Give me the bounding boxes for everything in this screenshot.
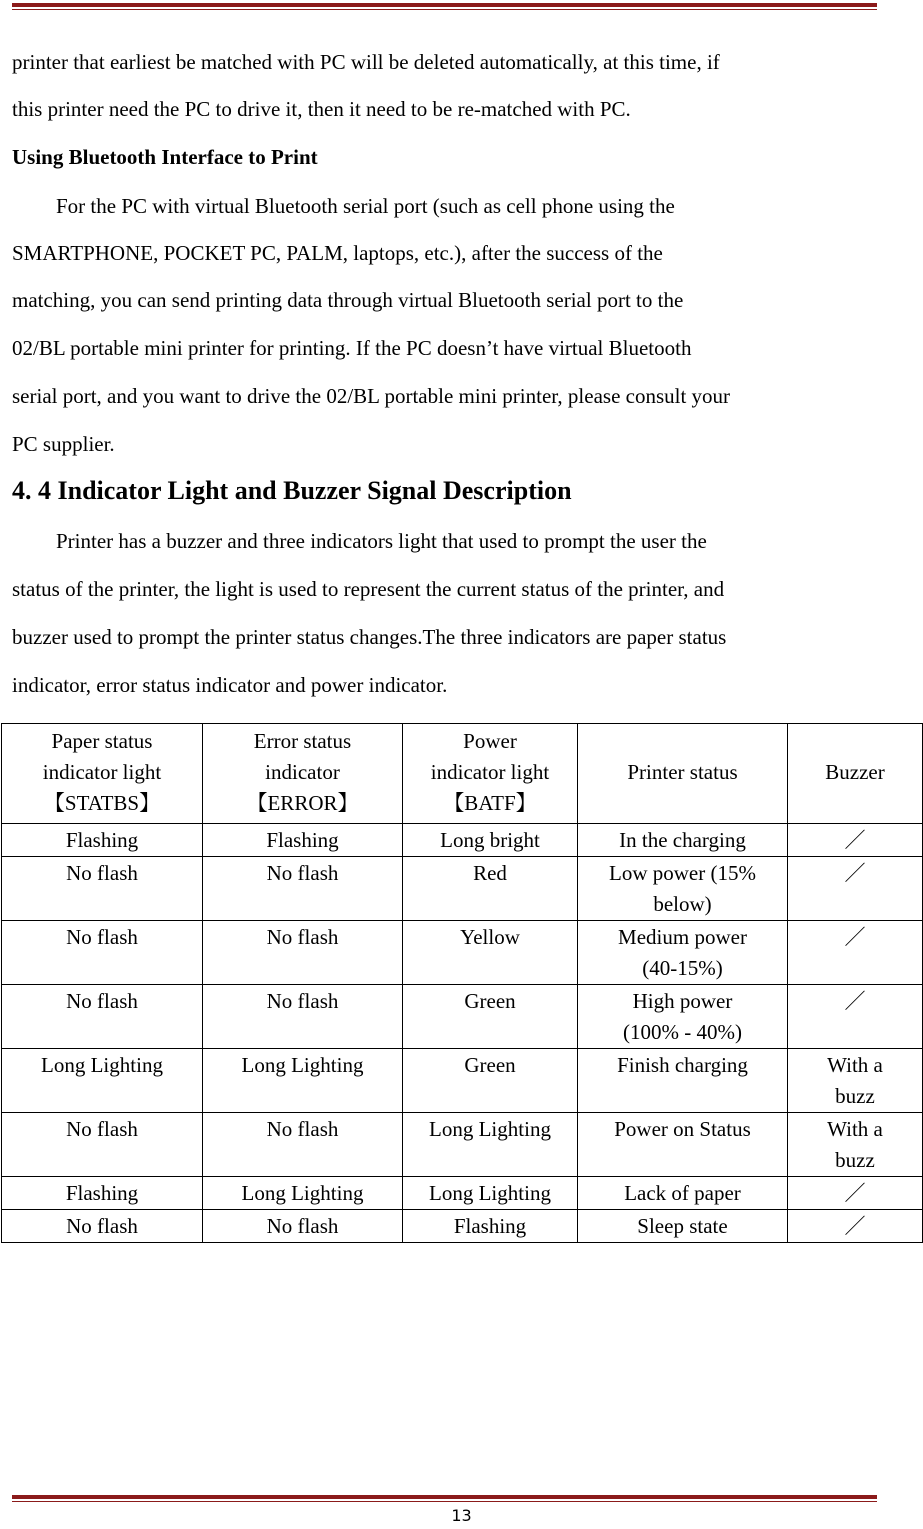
- table-row: [2, 1177, 923, 1210]
- paragraph-line: SMARTPHONE, POCKET PC, PALM, laptops, etc.), after the success of the: [12, 241, 663, 265]
- paragraph-line: status of the printer, the light is used to represent the current status of the printer, and: [12, 577, 725, 601]
- table-cell: Long Lighting: [203, 1177, 403, 1210]
- table-cell: ／: [788, 824, 923, 857]
- table-cell: Lack of paper: [578, 1177, 788, 1210]
- table-cell: ／: [788, 857, 923, 921]
- header-buzzer: Buzzer: [788, 724, 923, 824]
- table-cell: In the charging: [578, 824, 788, 857]
- paragraph-line: buzzer used to prompt the printer status changes.The three indicators are paper status: [12, 625, 727, 649]
- table-cell: No flash: [203, 1113, 403, 1177]
- section-heading: 4. 4 Indicator Light and Buzzer Signal Description: [12, 476, 572, 505]
- table-cell: No flash: [203, 1210, 403, 1243]
- table-cell: No flash: [203, 921, 403, 985]
- table-cell: Green: [403, 985, 578, 1049]
- table-cell: With a buzz: [788, 1113, 923, 1177]
- table-cell: Medium power (40-15%): [578, 921, 788, 985]
- paragraph-line: Printer has a buzzer and three indicators light that used to prompt the user the: [56, 529, 707, 553]
- subheading: Using Bluetooth Interface to Print: [12, 145, 318, 169]
- table-cell: Low power (15% below): [578, 857, 788, 921]
- table-cell: Long Lighting: [2, 1049, 203, 1113]
- header-rule: [12, 3, 877, 10]
- page-number: 13: [451, 1506, 472, 1525]
- table-row: [2, 985, 923, 1049]
- table-row: [2, 1113, 923, 1177]
- paragraph-line: For the PC with virtual Bluetooth serial port (such as cell phone using the: [56, 194, 675, 218]
- table-cell: With a buzz: [788, 1049, 923, 1113]
- table-header-row: [2, 724, 923, 824]
- header-power-indicator: Power indicator light 【BATF】: [403, 724, 578, 824]
- table-cell: Long Lighting: [403, 1113, 578, 1177]
- header-paper-status: Paper status indicator light 【STATBS】: [2, 724, 203, 824]
- table-cell: No flash: [2, 1210, 203, 1243]
- table-cell: No flash: [2, 1113, 203, 1177]
- paragraph-line: serial port, and you want to drive the 02/BL portable mini printer, please consult your: [12, 384, 731, 408]
- table-cell: Flashing: [403, 1210, 578, 1243]
- paragraph-line: printer that earliest be matched with PC will be deleted automatically, at this time, if: [12, 50, 720, 74]
- table-cell: No flash: [2, 921, 203, 985]
- table-cell: Long Lighting: [203, 1049, 403, 1113]
- table-cell: Flashing: [203, 824, 403, 857]
- table-row: [2, 824, 923, 857]
- table-row: [2, 921, 923, 985]
- table-cell: Sleep state: [578, 1210, 788, 1243]
- header-error-status: Error status indicator 【ERROR】: [203, 724, 403, 824]
- table-cell: ／: [788, 1177, 923, 1210]
- paragraph-line: indicator, error status indicator and power indicator.: [12, 673, 448, 697]
- paragraph-line: 02/BL portable mini printer for printing. If the PC doesn’t have virtual Bluetooth: [12, 336, 692, 360]
- table-cell: Red: [403, 857, 578, 921]
- indicator-table: [1, 723, 923, 1243]
- table-cell: Finish charging: [578, 1049, 788, 1113]
- table-cell: No flash: [203, 985, 403, 1049]
- table-cell: Yellow: [403, 921, 578, 985]
- paragraph-line: PC supplier.: [12, 432, 115, 456]
- table-row: [2, 1049, 923, 1113]
- table-cell: ／: [788, 985, 923, 1049]
- paragraph-line: matching, you can send printing data through virtual Bluetooth serial port to the: [12, 288, 684, 312]
- table-cell: Long Lighting: [403, 1177, 578, 1210]
- table-cell: No flash: [203, 857, 403, 921]
- table-cell: ／: [788, 1210, 923, 1243]
- table-cell: Long bright: [403, 824, 578, 857]
- footer-rule: [12, 1495, 877, 1502]
- table-cell: Power on Status: [578, 1113, 788, 1177]
- table-cell: No flash: [2, 985, 203, 1049]
- header-printer-status: Printer status: [578, 724, 788, 824]
- table-row: [2, 1210, 923, 1243]
- table-cell: Green: [403, 1049, 578, 1113]
- table-cell: High power (100% - 40%): [578, 985, 788, 1049]
- table-cell: ／: [788, 921, 923, 985]
- table-cell: Flashing: [2, 1177, 203, 1210]
- table-row: [2, 857, 923, 921]
- table-cell: No flash: [2, 857, 203, 921]
- paragraph-line: this printer need the PC to drive it, then it need to be re-matched with PC.: [12, 97, 631, 121]
- table-cell: Flashing: [2, 824, 203, 857]
